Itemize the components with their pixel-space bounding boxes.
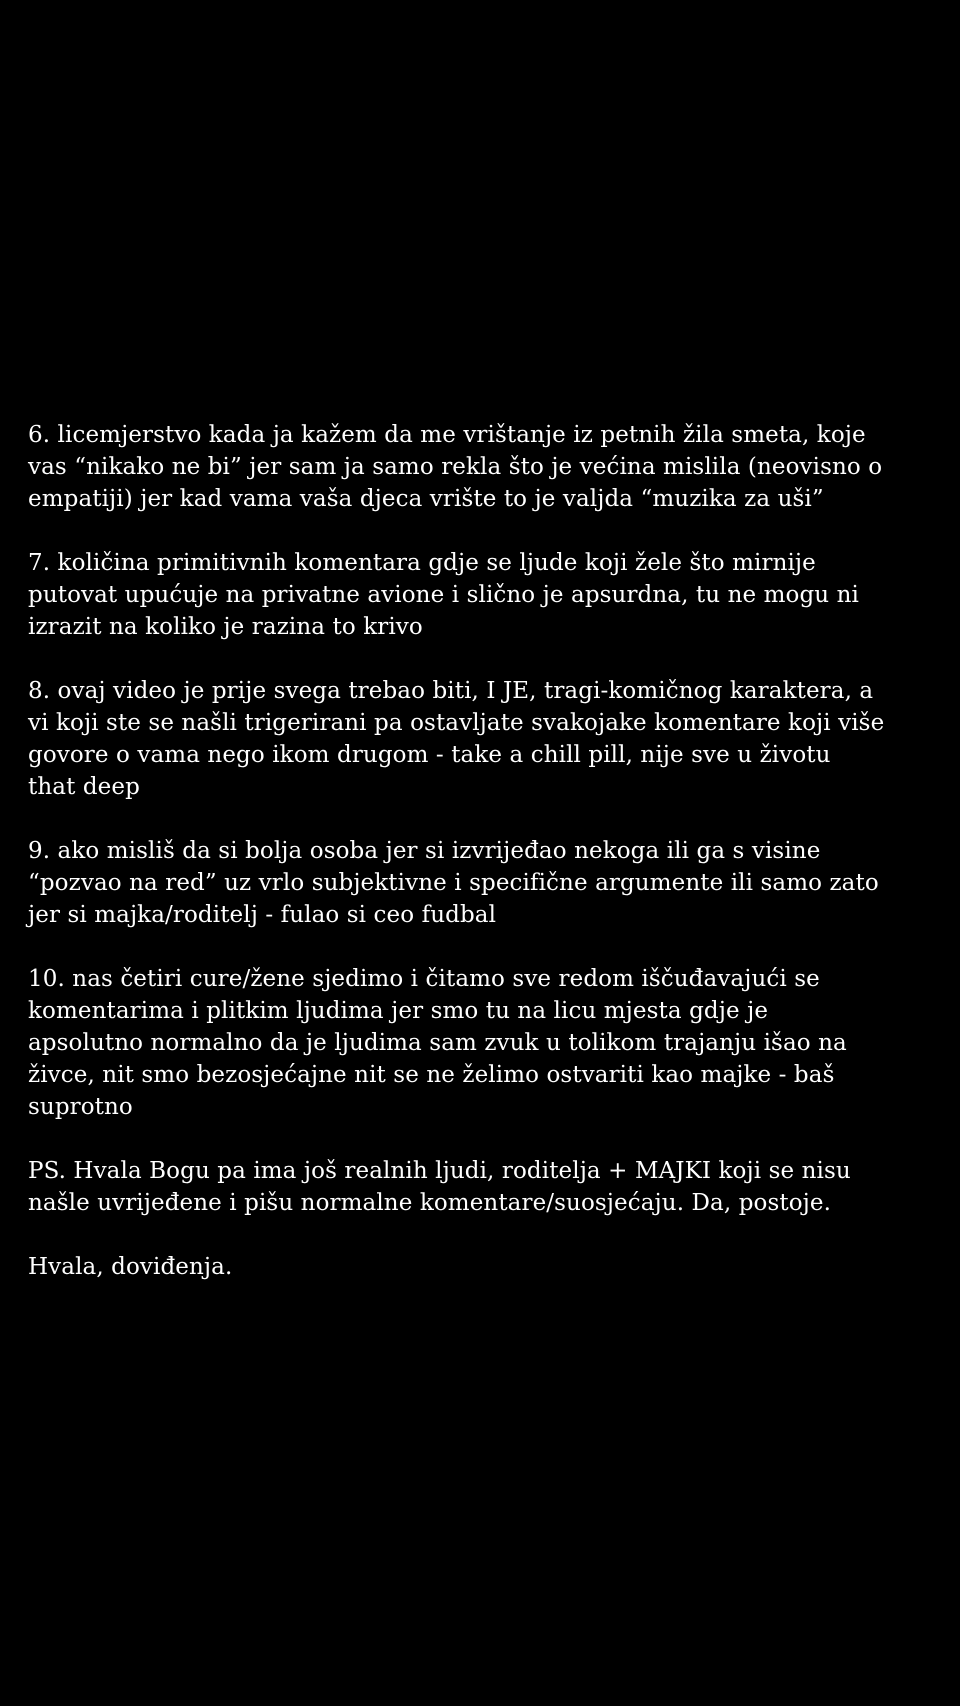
point-6-paragraph: 6. licemjerstvo kada ja kažem da me vrištanje iz petnih žila smeta, koje vas “nikako ne bi” jer sam ja samo rekla što je većina mislila (neovisno o empatiji) jer kad vama vaša djeca vrište to je valjda “muzika za uši” — [28, 422, 883, 512]
closing-line: Hvala, doviđenja. — [28, 1254, 233, 1280]
point-10-paragraph: 10. nas četiri cure/žene sjedimo i čitamo sve redom iščuđavajući se komentarima i plitkim ljudima jer smo tu na licu mjesta gdje je apsolutno normalno da je ljudima sam zvuk u tolikom trajanju išao na živce, nit smo bezosjećajne nit se ne želimo ostvariti kao majke - baš suprotno — [28, 966, 847, 1120]
ps-paragraph: PS. Hvala Bogu pa ima još realnih ljudi, roditelja + MAJKI koji se nisu našle uvrijeđene i pišu normalne komentare/suosjećaju. Da, postoje. — [28, 1158, 851, 1216]
point-7-paragraph: 7. količina primitivnih komentara gdje se ljude koji žele što mirnije putovat upućuje na privatne avione i slično je apsurdna, tu ne mogu ni izrazit na koliko je razina to krivo — [28, 550, 860, 640]
point-9-paragraph: 9. ako misliš da si bolja osoba jer si izvrijeđao nekoga ili ga s visine “pozvao na red” uz vrlo subjektivne i specifične argumente ili samo zato jer si majka/roditelj - fulao si ceo fudbal — [28, 838, 879, 928]
story-text-block — [28, 419, 940, 1283]
point-8-paragraph: 8. ovaj video je prije svega trebao biti, I JE, tragi-komičnog karaktera, a vi koji ste se našli trigerirani pa ostavljate svakojake komentare koji više govore o vama nego ikom drugom - take a chill pill, nije sve u životu that deep — [28, 678, 885, 800]
